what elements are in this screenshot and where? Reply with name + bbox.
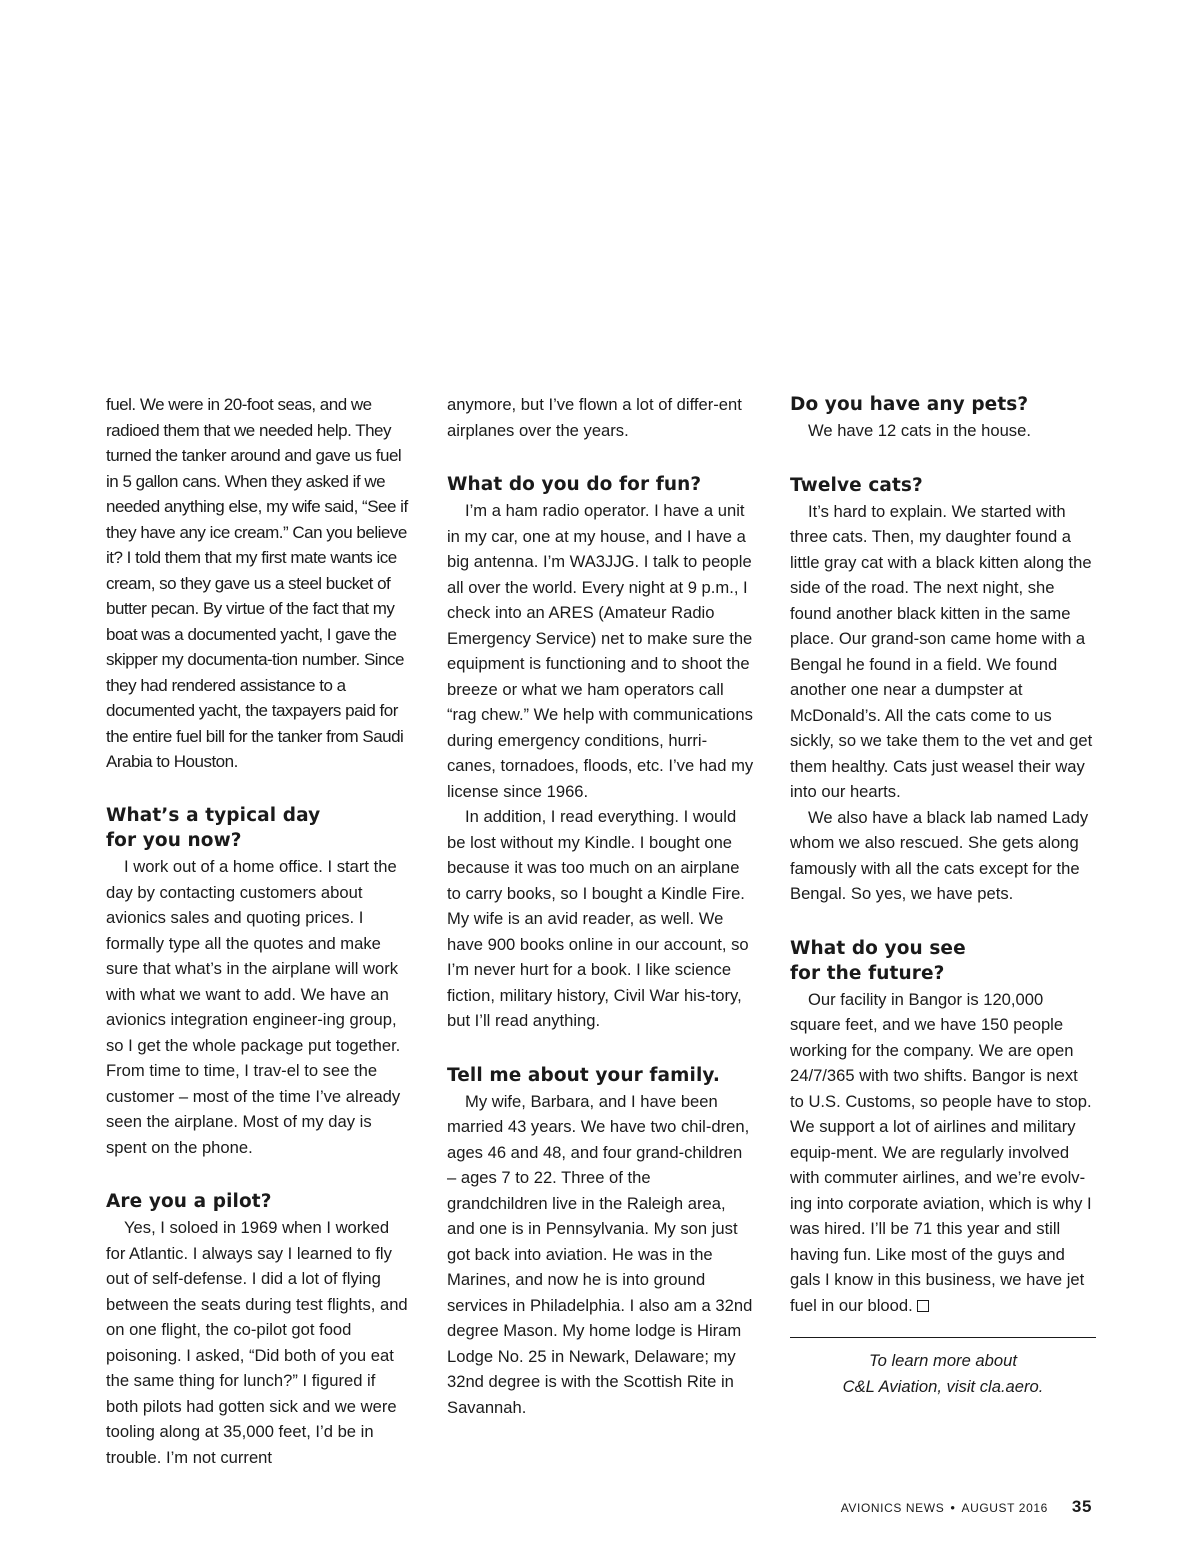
article-column-2 (447, 392, 755, 1420)
body-paragraph: anymore, but I’ve flown a lot of differ-ent airplanes over the years. (447, 395, 742, 440)
article-column-1 (106, 392, 411, 775)
issue-date: AUGUST 2016 (961, 1501, 1048, 1515)
section-heading-fun: What do you do for fun? (447, 474, 702, 495)
body-paragraph: My wife, Barbara, and I have been married 43 years. We have two chil-dren, ages 46 and 48, and four grand-children – ages 7 to 22. Three of the grandchildren live in the Raleigh area, and one is in Pennsylvania. My son just got back into aviation. He was in the Marines, and now he is into ground services in Philadelphia. I also am a 32nd degree Mason. My home lodge is Hiram Lodge No. 25 in Newark, Delaware; my 32nd degree is with the Scottish Rite in Savannah. (447, 1091, 753, 1417)
section-heading-twelve-cats: Twelve cats? (790, 474, 923, 496)
article-column-1-lower (106, 803, 411, 1470)
page-number: 35 (1071, 1497, 1092, 1516)
article-column-3 (790, 392, 1096, 1399)
body-paragraph: fuel. We were in 20-foot seas, and we radioed them that we needed help. They turned the tanker around and gave us fuel in 5 gallon cans. When they asked if we needed anything else, my wife said, “See if they have any ice cream.” Can you believe it? I told them that my first mate wants ice cream, so they gave us a steel bucket of butter pecan. By virtue of the fact that my boat was a documented yacht, I gave the skipper my documenta-tion number. Since they had rendered assistance to a documented yacht, the taxpayers paid for the entire fuel bill for the tanker from Saudi Arabia to Houston. (106, 395, 408, 771)
magazine-name: AVIONICS NEWS (840, 1501, 945, 1515)
body-paragraph: It’s hard to explain. We started with three cats. Then, my daughter found a little gray cat with a black kitten along the side of the road. The next night, she found another black kitten in the same place. Our grand-son came home with a Bengal he found in a field. We found another one near a dumpster at McDonald’s. All the cats come to us sickly, so we take them to the vet and get them healthy. Cats just weasel their way into our hearts. (790, 501, 1093, 801)
body-paragraph: Yes, I soloed in 1969 when I worked for Atlantic. I always say I learned to fly out of self-defense. I did a lot of flying between the seats during test flights, and on one flight, the co-pilot got food poisoning. I asked, “Did both of you eat the same thing for lunch?” I figured if both pilots had gotten sick and we were tooling along at 35,000 feet, I’d be in trouble. I’m not current (106, 1218, 408, 1467)
end-mark-icon (917, 1300, 929, 1312)
section-heading-family: Tell me about your family. (447, 1064, 720, 1086)
body-paragraph: I’m a ham radio operator. I have a unit in my car, one at my house, and I have a big antenna. I’m WA3JJG. I talk to people all over the world. Every night at 9 p.m., I check into an ARES (Amateur Radio Emergency Service) net to make sure the equipment is functioning and to shoot the breeze or what we ham operators call “rag chew.” We help with communications during emergency conditions, hurri-canes, tornadoes, floods, etc. I’ve had my license since 1966. (447, 501, 754, 801)
body-paragraph: We also have a black lab named Lady whom we also rescued. She gets along famously with all the cats except for the Bengal. So yes, we have pets. (790, 807, 1089, 903)
section-heading-typical-day (106, 803, 411, 853)
body-paragraph-final (790, 987, 1096, 1319)
body-paragraph: I work out of a home office. I start the day by contacting customers about avionics sales and quoting prices. I formally type all the quotes and make sure that what’s in the airplane will work with what we want to add. We have an avionics integration engineer-ing group, so I get the whole package put together. From time to time, I trav-el to see the customer – most of the time I’ve already seen the airplane. Most of my day is spent on the phone. (106, 857, 401, 1157)
section-heading-pilot: Are you a pilot? (106, 1191, 272, 1212)
heading-line: for you now? (106, 830, 242, 851)
divider (790, 1337, 1096, 1338)
section-heading-future (790, 936, 1096, 986)
heading-line: What’s a typical day (106, 805, 321, 826)
body-paragraph: In addition, I read everything. I would be lost without my Kindle. I bought one because it was too much on an airplane to carry books, so I bought a Kindle Fire. My wife is an avid reader, as well. We have 900 books online in our account, so I’m never hurt for a book. I like science fiction, military history, Civil War his-tory, but I’ll read anything. (447, 807, 749, 1030)
call-to-action (790, 1348, 1096, 1399)
body-paragraph: We have 12 cats in the house. (808, 421, 1031, 440)
heading-line: What do you see (790, 937, 966, 959)
cta-line: C&L Aviation, visit cla.aero. (842, 1376, 1044, 1396)
page-footer (841, 1497, 1092, 1517)
heading-line: for the future? (790, 962, 945, 984)
section-heading-pets: Do you have any pets? (790, 394, 1029, 415)
bullet-separator: • (950, 1500, 956, 1515)
body-text: Our facility in Bangor is 120,000 square feet, and we have 150 people working for the company. We are open 24/7/365 with two shifts. Bangor is next to U.S. Customs, so people have to stop. We support a lot of airlines and military equip-ment. We are regularly involved with commuter airlines, and we’re evolv-ing into corporate aviation, which is why I was hired. I’ll be 71 this year and still having fun. Like most of the guys and gals I know in this business, we have jet fuel in our blood. (790, 989, 1092, 1315)
cta-line: To learn more about (869, 1351, 1017, 1370)
